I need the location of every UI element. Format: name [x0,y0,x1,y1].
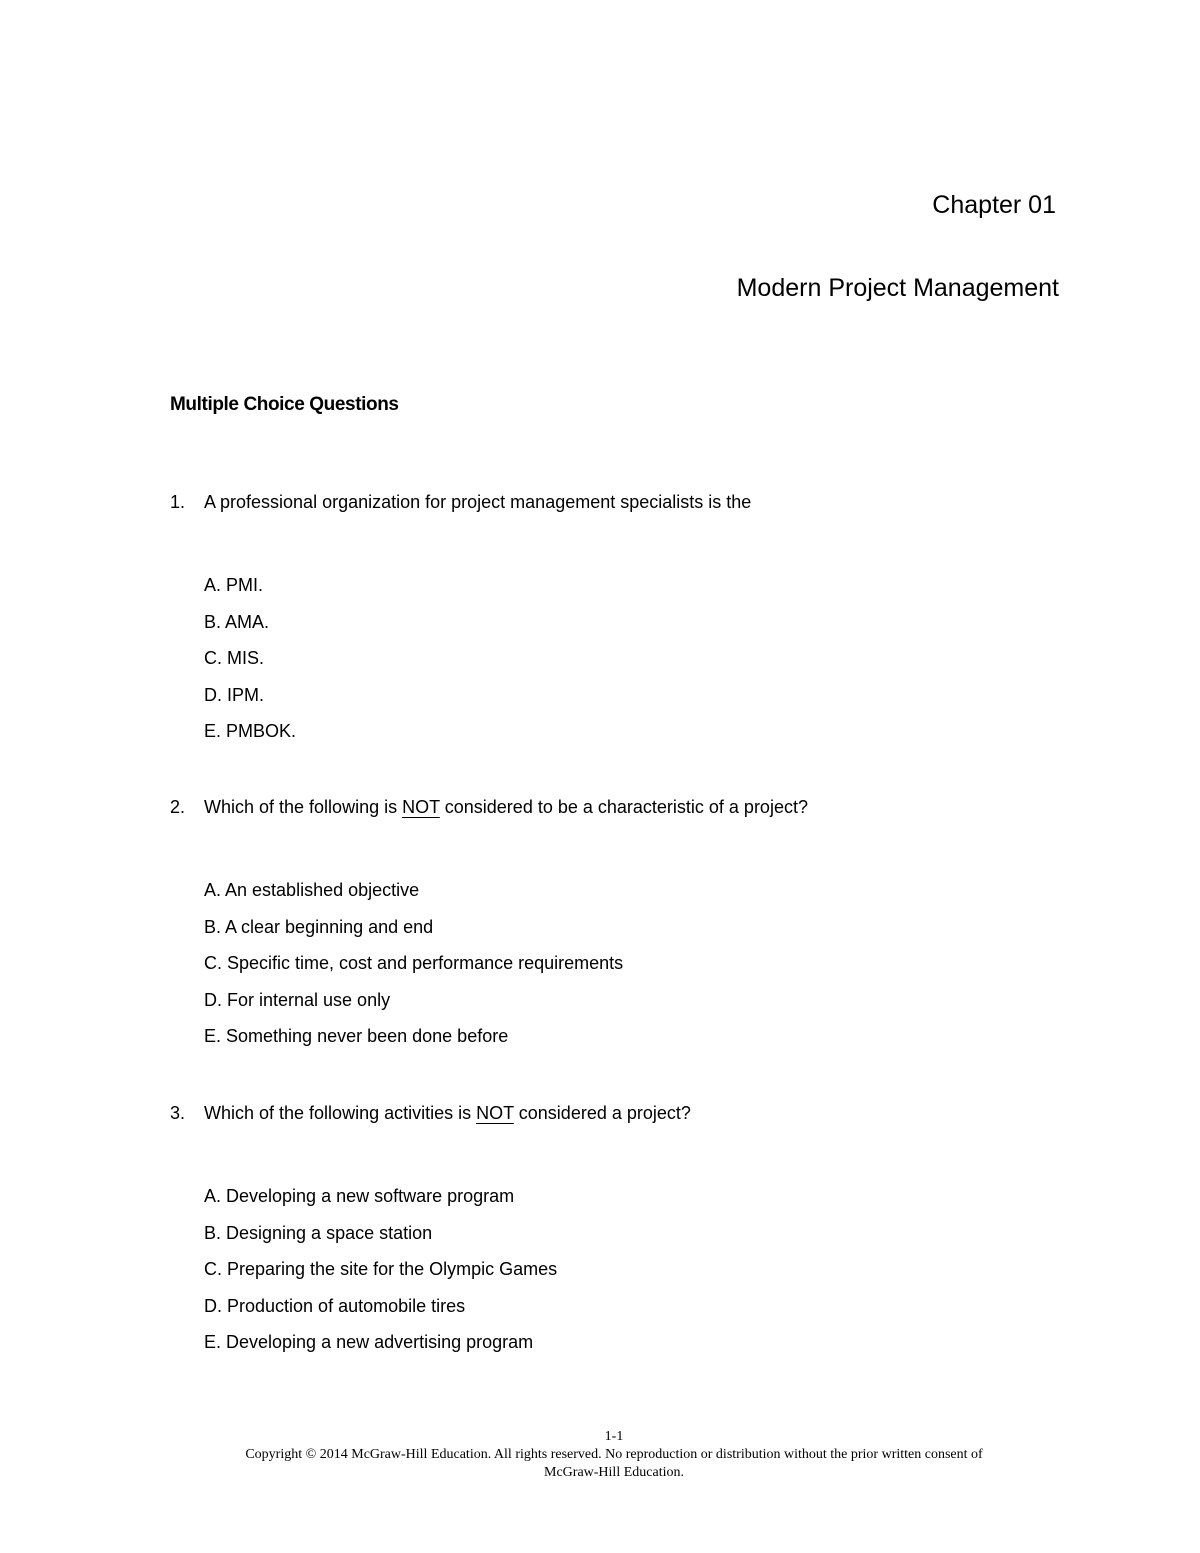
question-text-after: considered a project? [513,1103,691,1123]
answer-option-c: C. Specific time, cost and performance requirements [204,953,624,974]
answer-option-c: C. MIS. [204,648,265,669]
answer-options [204,1184,557,1367]
answer-option-a: A. PMI. [204,575,264,595]
answer-option-e: E. PMBOK. [204,721,297,742]
answer-option-d: D. IPM. [204,684,265,705]
question-3 [170,1101,1070,1353]
question-number: 1. [170,492,186,512]
answer-option-e: E. Something never been done before [204,1026,509,1047]
question-1 [170,490,1070,742]
answer-option-a: A. Developing a new software program [204,1186,515,1206]
copyright-notice: Copyright © 2014 McGraw-Hill Education. All rights reserved. No reproduction or distribution without the prior written consent of [245,1447,983,1462]
question-text [204,490,751,514]
answer-option-a: A. An established objective [204,880,420,900]
question-text-after: considered to be a characteristic of a project? [439,797,808,817]
answer-options [204,573,296,756]
chapter-title: Modern Project Management [736,274,1059,302]
answer-option-c: C. Preparing the site for the Olympic Games [204,1259,558,1280]
chapter-label: Chapter 01 [932,191,1056,219]
question-text-before: A professional organization for project management specialists is the [204,492,752,512]
answer-option-d: D. Production of automobile tires [204,1295,466,1316]
question-stem [170,1101,1070,1125]
page-number: 1-1 [604,1429,624,1444]
question-text [204,795,808,819]
question-emphasis: NOT [476,1103,514,1123]
answer-options [204,878,623,1061]
question-text-before: Which of the following activities is [204,1103,477,1123]
copyright-publisher: McGraw-Hill Education. [544,1465,684,1480]
question-emphasis: NOT [402,797,440,817]
question-text-before: Which of the following is [204,797,403,817]
answer-option-e: E. Developing a new advertising program [204,1332,534,1353]
answer-option-d: D. For internal use only [204,989,391,1010]
question-number: 2. [170,797,186,817]
question-stem [170,795,1070,819]
question-text [204,1101,691,1125]
question-stem [170,490,1070,514]
question-number: 3. [170,1103,186,1123]
question-2 [170,795,1070,1047]
page-footer [0,1428,1200,1482]
answer-option-b: B. A clear beginning and end [204,916,434,937]
answer-option-b: B. Designing a space station [204,1222,433,1243]
section-heading: Multiple Choice Questions [170,394,399,415]
answer-option-b: B. AMA. [204,611,270,632]
